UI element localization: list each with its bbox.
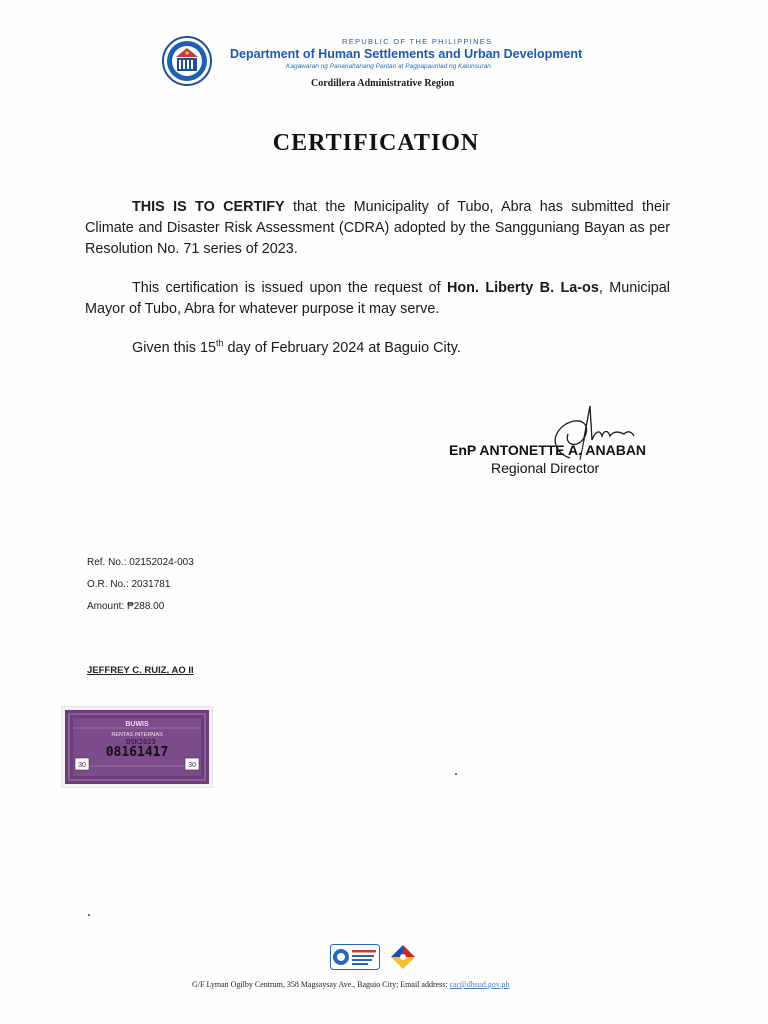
letterhead-department: Department of Human Settlements and Urban Development	[230, 47, 583, 61]
ref-label: Ref. No.:	[87, 557, 127, 568]
or-value: 2031781	[131, 579, 171, 590]
stamp-value-right: 30	[188, 762, 196, 769]
stamp-series: DSK2023	[126, 738, 156, 746]
amount-value: ₱288.00	[127, 601, 165, 612]
scan-speck	[88, 914, 90, 916]
given-day-suffix: th	[216, 338, 224, 349]
requester-name: Hon. Liberty B. La-os	[446, 280, 599, 296]
signatory-title: Regional Director	[491, 460, 600, 476]
or-label: O.R. No.:	[87, 579, 129, 590]
amount	[87, 601, 164, 612]
document-title: CERTIFICATION	[272, 130, 480, 156]
certify-lead: THIS IS TO CERTIFY	[132, 199, 285, 215]
footer-address-text: G/F Lyman Ogilby Centrum, 358 Magsaysay Ave., Baguio City; Email address:	[192, 980, 450, 989]
or-number	[87, 579, 170, 590]
certify-text: that the Municipality of Tubo, Abra has submitted their Climate and Disaster Risk Assessment (CDRA) adopted by the Sangguniang Bayan as per Resolution No. 71 series of 2023.	[85, 199, 670, 257]
dhsud-seal-icon	[162, 36, 212, 86]
ref-number	[87, 557, 194, 568]
signatory-name: EnP ANTONETTE A. ANABAN	[449, 442, 647, 458]
footer-address	[192, 980, 509, 989]
letterhead-region: Cordillera Administrative Region	[311, 78, 455, 89]
pambansang-pabahay-icon	[330, 944, 380, 970]
documentary-stamp-image	[61, 706, 213, 788]
request-paragraph	[85, 278, 670, 320]
certify-paragraph	[85, 197, 670, 260]
bagong-pilipinas-icon	[388, 942, 418, 972]
stamp-serial: 08161417	[105, 745, 169, 760]
stamp-sub: RENTAS INTERNAS	[111, 732, 163, 738]
given-text-post: day of February 2024 at Baguio City.	[223, 340, 461, 356]
given-text-pre: Given this 15	[132, 340, 216, 356]
prepared-by: JEFFREY C. RUIZ, AO II	[87, 665, 194, 676]
request-text-post: , Municipal Mayor of Tubo, Abra for whatever purpose it may serve.	[85, 280, 670, 317]
letterhead-republic: REPUBLIC OF THE PHILIPPINES	[342, 37, 493, 46]
stamp-header: BUWIS	[125, 721, 149, 728]
given-paragraph	[85, 338, 670, 359]
letterhead-tagalog: Kagawaran ng Pananahanang Pantao at Pagpapaunlad ng Kalunsuran	[286, 63, 491, 70]
amount-label: Amount:	[87, 601, 125, 612]
request-text-pre: This certification is issued upon the request of	[132, 280, 447, 296]
ref-value: 02152024-003	[129, 557, 194, 568]
stamp-value-left: 30	[78, 762, 86, 769]
footer-email-link[interactable]: car@dhsud.gov.ph	[449, 980, 510, 989]
scan-speck	[455, 773, 457, 775]
